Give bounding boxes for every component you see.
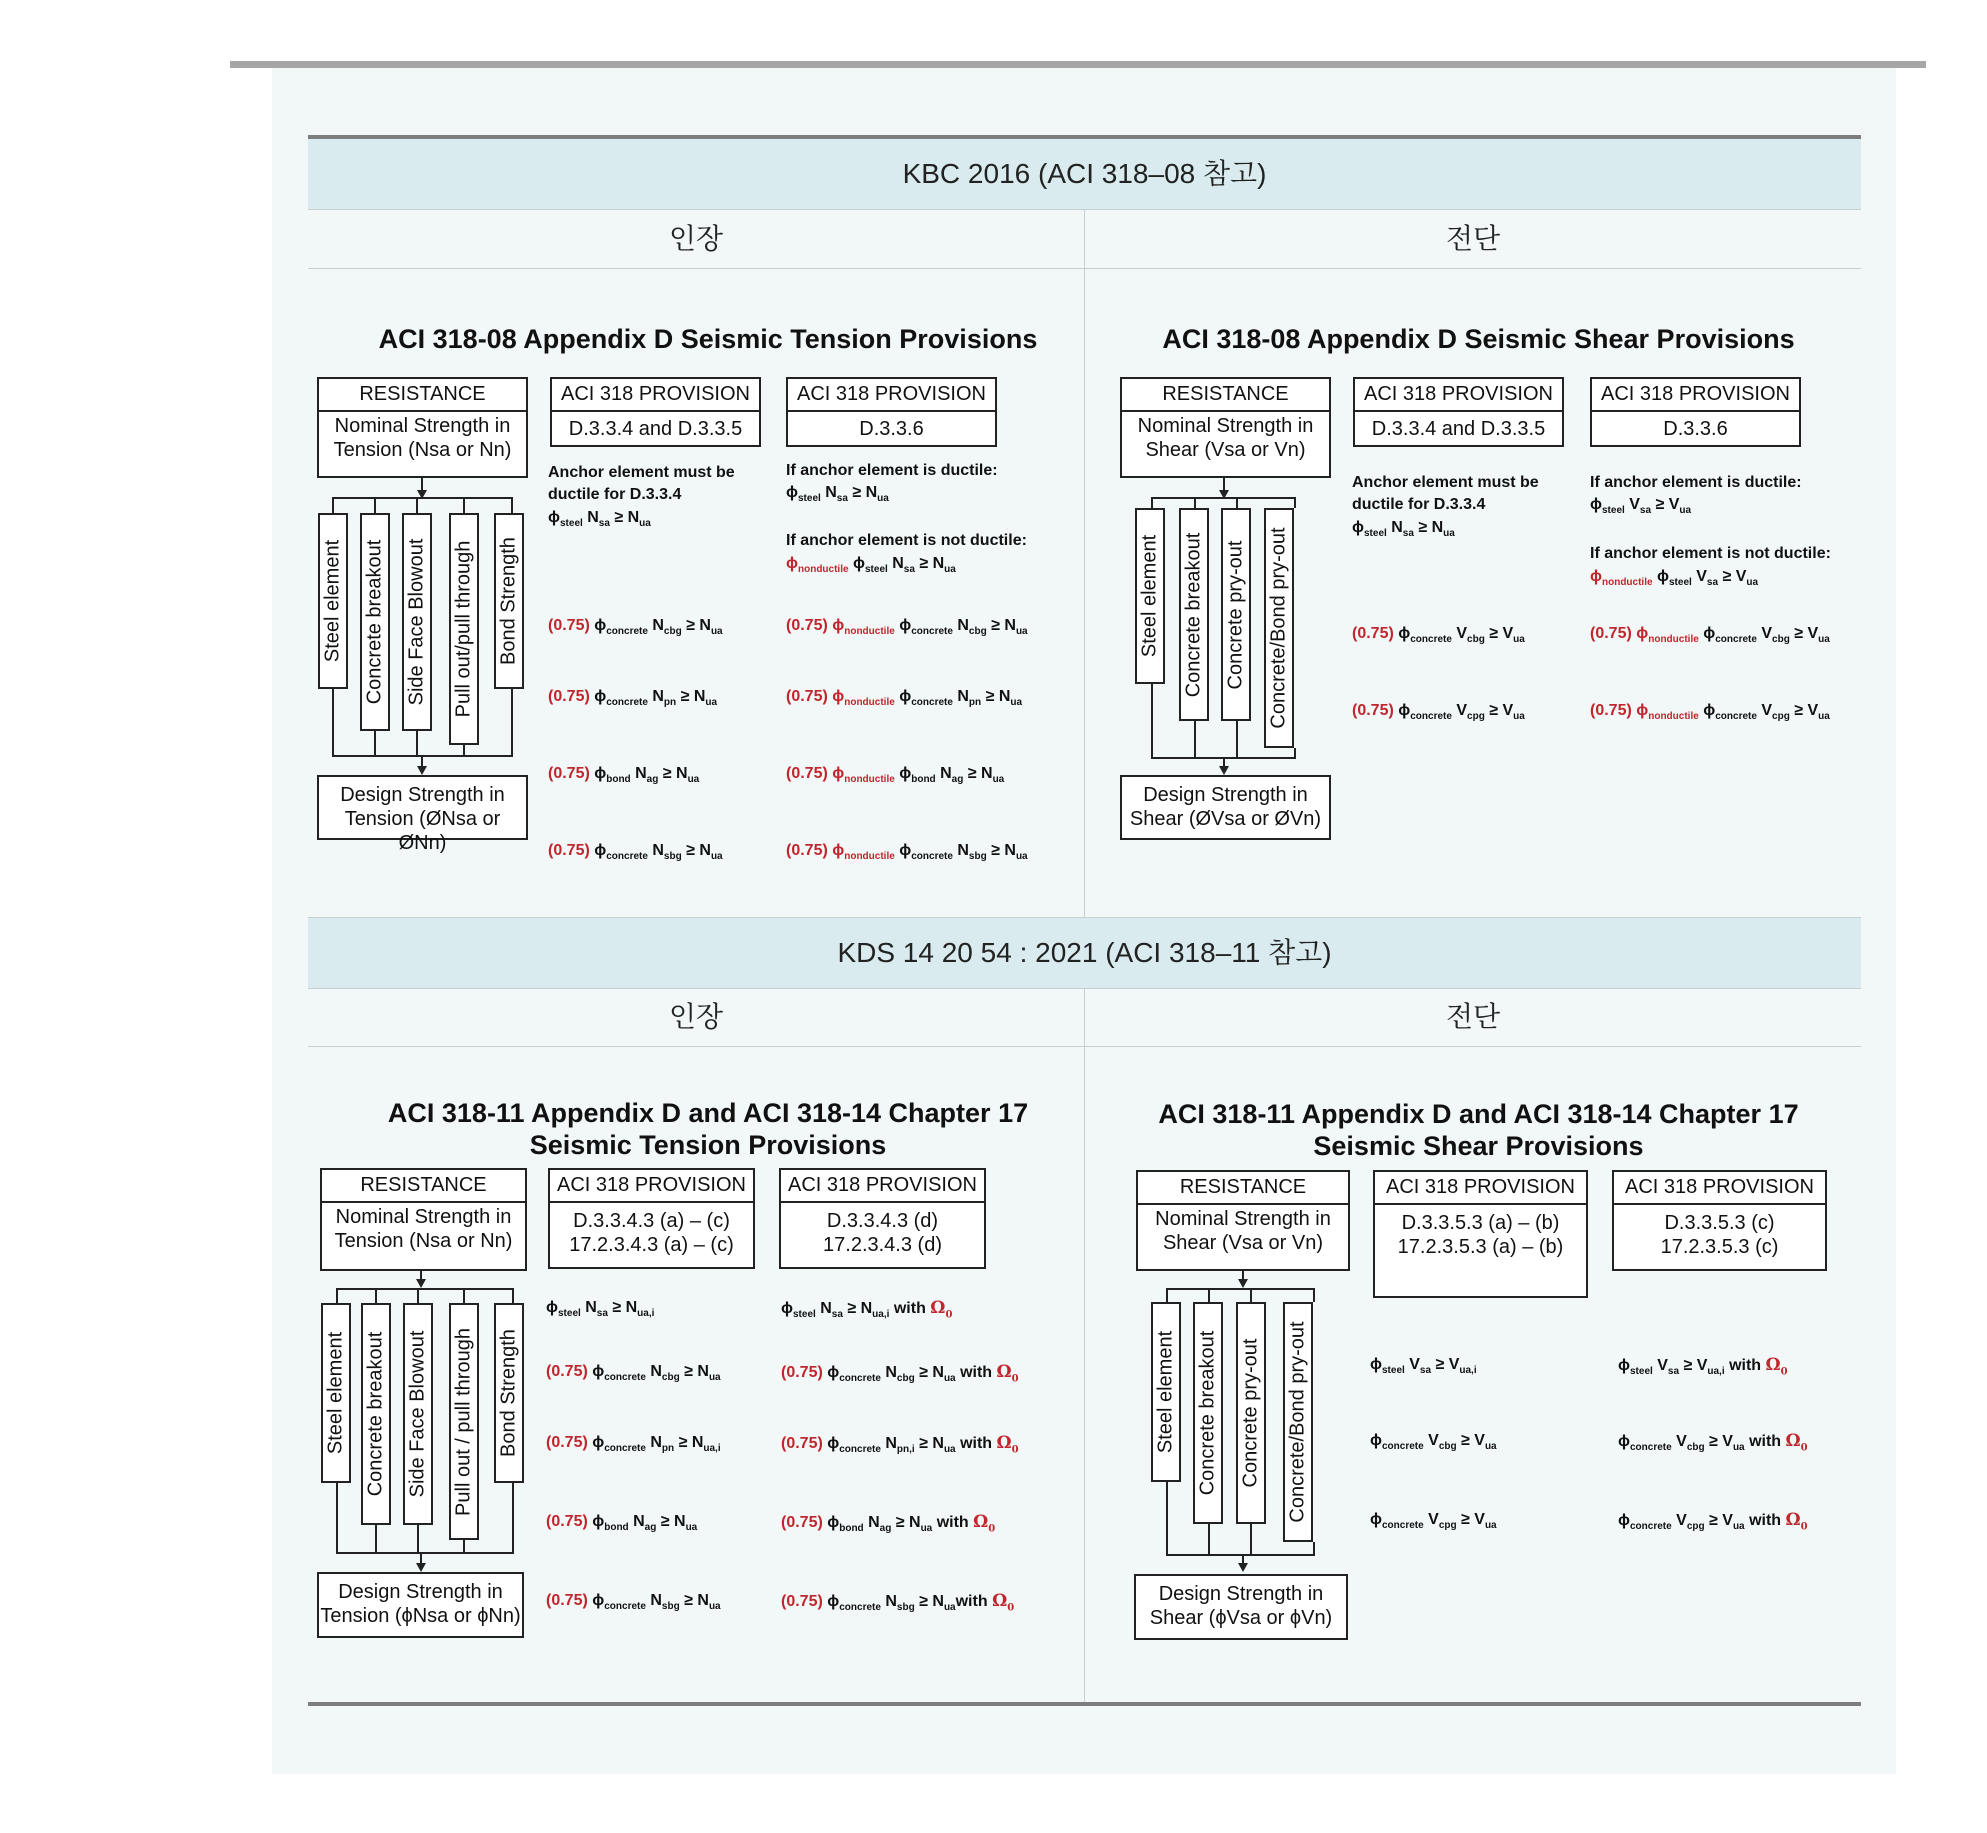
pillar-steel-element [318,513,348,689]
connector [511,689,513,755]
title-line1: ACI 318-11 Appendix D and ACI 318-14 Chapter 17 [387,1098,1029,1128]
connector [1151,684,1153,757]
provision-head: ACI 318 PROVISION [788,379,995,412]
connector [463,1288,465,1303]
connector [1250,1524,1252,1554]
factor: (0.75) [1352,625,1394,642]
formula: (0.75) $\phi_{nonductile}$ $\phi_{concrete}$ $V_{cbg} \ge V_{ua}$ [1590,625,1830,646]
connector [417,1525,419,1552]
provision-head: ACI 318 PROVISION [1592,379,1799,412]
formula: (0.75) $\phi_{concrete}$ $N_{sbg}$ ≥ $N_{ua}with$ $\Omega_0$ [781,1591,1015,1614]
provision-body: D.3.3.6 [859,418,924,440]
connector [512,1483,514,1552]
pillar-concrete-bond-pry-out [1264,508,1294,748]
factor: (0.75) [546,1363,588,1380]
pillar-steel-element [1135,508,1165,684]
pillar-bond-strength [494,1303,524,1483]
provision-head: ACI 318 PROVISION [781,1170,984,1203]
arrow-icon [1219,766,1229,775]
arrow-icon [417,766,427,775]
formula: $\phi_{steel}$ $N_{sa} \ge N_{ua}$ [1352,519,1455,540]
formula: (0.75) $\phi_{nonductile}$ $\phi_{concrete}$ $N_{cbg} \ge N_{ua}$ [786,617,1028,638]
formula: $\phi_{steel}$ $N_{sa} \ge N_{ua}$ [786,484,889,505]
pillar-label: Concrete/Bond pry-out [1286,1321,1309,1523]
design-strength-line2: Shear (ϕVsa or ϕVn) [1149,1607,1333,1629]
pillar-label: Concrete breakout [363,539,386,705]
connector [1236,721,1238,757]
formula: (0.75) $\phi_{concrete}$ $N_{sbg} \ge N_{ua}$ [546,1592,721,1613]
with-word: with [936,1514,969,1531]
factor: (0.75) [781,1364,823,1381]
formula: (0.75) $\phi_{nonductile}$ $\phi_{concrete}$ $N_{pn} \ge N_{ua}$ [786,688,1023,709]
kbc-shear-provision-1 [1353,377,1564,447]
kds-col-tension: 인장 [308,988,1084,1047]
connector [463,745,465,755]
provision-line1: D.3.3.5.3 (c) [1664,1212,1775,1234]
arrow-icon [416,1279,426,1288]
connector [1166,1288,1168,1302]
formula: (0.75) $\phi_{concrete}$ $V_{cbg} \ge V_{ua}$ [1352,625,1525,646]
provision-body: D.3.3.4 and D.3.3.5 [568,418,743,440]
pillar-concrete-breakout [1193,1302,1223,1524]
nominal-strength-line2: Shear (Vsa or Vn) [1162,1232,1324,1254]
connector [1208,1524,1210,1554]
factor: (0.75) [786,688,828,705]
connector [336,1552,514,1554]
pillar-side-face-blowout [402,513,432,731]
formula: (0.75) $\phi_{nonductile}$ $\phi_{concrete}$ $V_{cpg} \ge V_{ua}$ [1590,702,1830,723]
provision-head: ACI 318 PROVISION [1355,379,1562,412]
with-word: with [960,1364,993,1381]
pillar-concrete-pry-out [1221,508,1251,721]
formula: (0.75) $\phi_{concrete}$ $V_{cpg} \ge V_{ua}$ [1352,702,1525,723]
connector [416,731,418,755]
pillar-pull-out [449,1303,479,1540]
ductile-note: If anchor element is ductile: [1590,474,1802,491]
provision-line1: D.3.3.4.3 (a) – (c) [573,1210,730,1232]
provision-line2: 17.2.3.4.3 (a) – (c) [569,1234,734,1256]
pillar-concrete-breakout [360,513,390,731]
connector [1294,748,1296,757]
provision-line2: 17.2.3.5.3 (a) – (b) [1397,1236,1564,1258]
pillar-label: Steel element [1154,1330,1177,1454]
factor: (0.75) [781,1593,823,1610]
kbc-header: KBC 2016 (ACI 318–08 참고) [308,139,1861,210]
connector [1194,497,1196,508]
pillar-label: Steel element [324,1331,347,1455]
kds-col-shear: 전단 [1085,988,1861,1047]
connector [375,1525,377,1552]
connector [511,497,513,513]
connector [512,1288,514,1303]
pillar-side-face-blowout [403,1303,433,1525]
factor: (0.75) [548,842,590,859]
pillar-label: Concrete breakout [364,1331,387,1497]
design-strength-line1: Design Strength in [340,784,505,806]
title-line2: Seismic Shear Provisions [1313,1131,1644,1161]
provision-head: ACI 318 PROVISION [1375,1172,1586,1205]
formula: (0.75) $\phi_{concrete}$ $N_{pn,i} \ge N_{ua}$ with $\Omega_0$ [781,1433,1019,1456]
nominal-strength-line2: Tension (Nsa or Nn) [333,439,512,461]
kbc-tension-provision-2 [786,377,997,447]
kds-tension-resistance-box [320,1168,527,1271]
formula: (0.75) $\phi_{concrete}$ $N_{cbg} \ge N_{ua}$ [546,1363,721,1384]
kds-header: KDS 14 20 54 : 2021 (ACI 318–11 참고) [308,917,1861,989]
kbc-tension-resistance-box [317,377,528,478]
resistance-label: RESISTANCE [322,1170,525,1203]
pillar-label: Concrete breakout [1196,1330,1219,1496]
non-ductile-note: If anchor element is not ductile: [786,532,1027,549]
with-word: with [1749,1512,1782,1529]
factor: (0.75) [546,1434,588,1451]
kbc-tension-design-box [317,775,528,854]
formula: (0.75) $\phi_{concrete}$ $N_{sbg} \ge N_{ua}$ [548,842,723,863]
kbc-tension-title: ACI 318-08 Appendix D Seismic Tension Provisions [378,324,1038,354]
nominal-strength-line1: Nominal Strength in [334,415,511,437]
connector [336,1288,338,1303]
pillar-concrete-bond-pry-out [1283,1302,1313,1542]
formula: $\phi_{nonductile}$ $\phi_{steel}$ $N_{sa} \ge N_{ua}$ [786,555,956,576]
nominal-strength-line1: Nominal Strength in [335,1206,512,1228]
kbc-shear-resistance-box [1120,377,1331,478]
connector [375,1288,377,1303]
formula: $\phi_{steel}$ $V_{sa} \ge V_{ua,i}$ [1370,1356,1477,1377]
formula: (0.75) $\phi_{bond}$ $N_{ag} \ge N_{ua}$ [546,1513,698,1534]
formula: (0.75) $\phi_{concrete}$ $N_{pn} \ge N_{ua}$ [548,688,718,709]
connector [416,497,418,513]
formula: $\phi_{concrete}$ $V_{cbg} \ge V_{ua}$ [1370,1432,1497,1453]
kds-shear-design-box [1134,1574,1348,1640]
pillar-label: Steel element [321,539,344,663]
nominal-strength-line2: Shear (Vsa or Vn) [1145,439,1306,461]
formula: $\phi_{steel}$ $N_{sa} \ge N_{ua}$ [548,509,651,530]
ductile-note: Anchor element must be ductile for D.3.3.4 [548,464,735,503]
formula: (0.75) $\phi_{concrete}$ $N_{cbg} \ge N_{ua}$ with $\Omega_0$ [781,1362,1019,1385]
kds-shear-title [1116,1098,1841,1162]
connector [463,497,465,513]
kbc-shear-title: ACI 318-08 Appendix D Seismic Shear Provisions [1162,324,1795,354]
pillar-label: Pull out / pull through [452,1327,475,1516]
kbc-col-tension: 인장 [308,210,1084,269]
provision-head: ACI 318 PROVISION [552,379,759,412]
provisions-table [308,135,1861,1706]
connector [463,1540,465,1552]
connector [332,497,513,499]
connector [1166,1554,1315,1556]
provision-body: D.3.3.6 [1663,418,1728,440]
non-ductile-note: If anchor element is not ductile: [1590,545,1831,562]
provision-body: D.3.3.4 and D.3.3.5 [1371,418,1546,440]
resistance-label: RESISTANCE [319,379,526,412]
connector [1208,1288,1210,1302]
provision-line2: 17.2.3.4.3 (d) [823,1234,942,1256]
connector [417,1288,419,1303]
pillar-steel-element [1151,1302,1181,1482]
with-word: with [1729,1357,1762,1374]
formula: $\phi_{steel}$ $N_{sa} \ge N_{ua,i}$ [546,1299,655,1320]
connector [1294,497,1296,508]
provision-line2: 17.2.3.5.3 (c) [1660,1236,1779,1258]
kds-shear-resistance-box [1136,1170,1350,1271]
formula: (0.75) $\phi_{concrete}$ $N_{cbg} \ge N_{ua}$ [548,617,723,638]
ductile-note: Anchor element must be ductile for D.3.3.4 [1352,474,1539,513]
nominal-strength-line1: Nominal Strength in [1137,415,1314,437]
connector [1151,497,1296,499]
factor: (0.75) [786,842,828,859]
pillar-pull-out [449,513,479,745]
kbc-column-divider [1084,210,1085,917]
formula: $\phi_{concrete}$ $V_{cpg} \ge V_{ua}$ with $\Omega_0$ [1618,1510,1808,1533]
kbc-shear-provision-2 [1590,377,1801,447]
design-strength-line2: Shear (ØVsa or ØVn) [1129,808,1322,830]
kds-shear-provision-1 [1373,1170,1588,1298]
factor: (0.75) [781,1435,823,1452]
provision-line1: D.3.3.5.3 (a) – (b) [1401,1212,1560,1234]
connector [1194,721,1196,757]
design-strength-line2: Tension (ϕNsa or ϕNn) [320,1605,521,1627]
factor: (0.75) [786,617,828,634]
formula: (0.75) $\phi_{concrete}$ $N_{pn} \ge N_{ua,i}$ [546,1434,721,1455]
provision-head: ACI 318 PROVISION [1614,1172,1825,1205]
formula: $\phi_{steel}$ $N_{sa} \ge N_{ua,i}$ with $\Omega_0$ [781,1298,953,1321]
nominal-strength-line1: Nominal Strength in [1155,1208,1331,1230]
pillar-steel-element [321,1303,351,1483]
title-line1: ACI 318-11 Appendix D and ACI 318-14 Chapter 17 [1158,1099,1799,1129]
formula: $\phi_{concrete}$ $V_{cbg} \ge V_{ua}$ with $\Omega_0$ [1618,1431,1808,1454]
formula: (0.75) $\phi_{bond}$ $N_{ag} \ge N_{ua}$ [548,765,700,786]
kds-tension-design-box [317,1572,524,1638]
with-word: with [1749,1433,1782,1450]
formula: $\phi_{nonductile}$ $\phi_{steel}$ $V_{sa} \ge V_{ua}$ [1590,568,1759,589]
title-line2: Seismic Tension Provisions [529,1130,887,1160]
connector [374,497,376,513]
resistance-label: RESISTANCE [1138,1172,1348,1205]
kbc-tension-provision-1 [550,377,761,447]
kds-shear-provision-2 [1612,1170,1827,1271]
connector [1313,1542,1315,1554]
kbc-col-shear: 전단 [1085,210,1861,269]
connector [1166,1482,1168,1554]
arrow-icon [1238,1563,1248,1572]
provision-line1: D.3.3.4.3 (d) [826,1210,939,1232]
design-strength-line2: Tension (ØNsa or ØNn) [344,808,501,854]
formula: (0.75) $\phi_{bond}$ $N_{ag} \ge N_{ua}$ with $\Omega_0$ [781,1512,996,1535]
connector [1313,1288,1315,1302]
with-word: with [955,1593,988,1610]
connector [336,1288,514,1290]
top-rule [230,61,1926,68]
factor: (0.75) [546,1513,588,1530]
arrow-icon [416,1563,426,1572]
factor: (0.75) [786,765,828,782]
connector [1166,1288,1315,1290]
design-strength-line1: Design Strength in [1158,1583,1324,1605]
design-strength-line1: Design Strength in [338,1581,503,1603]
connector [374,731,376,755]
with-word: with [893,1300,926,1317]
connector [336,1483,338,1552]
design-strength-line1: Design Strength in [1143,784,1308,806]
pillar-label: Side Face Blowout [406,1330,429,1498]
formula: $\phi_{concrete}$ $V_{cpg} \ge V_{ua}$ [1370,1511,1497,1532]
pillar-label: Pull out/pull through [452,540,475,718]
pillar-label: Concrete breakout [1182,532,1205,697]
kds-tension-provision-1 [548,1168,755,1269]
factor: (0.75) [546,1592,588,1609]
pillar-label: Concrete pry-out [1239,1338,1262,1488]
formula: (0.75) $\phi_{nonductile}$ $\phi_{bond}$ $N_{ag} \ge N_{ua}$ [786,765,1005,786]
pillar-concrete-pry-out [1236,1302,1266,1524]
nominal-strength-line2: Tension (Nsa or Nn) [334,1230,513,1252]
pillar-concrete-breakout [361,1303,391,1525]
formula: $\phi_{steel}$ $V_{sa} \ge V_{ua,i}$ with $\Omega_0$ [1618,1355,1788,1378]
pillar-label: Bond Strength [497,537,520,665]
ductile-note: If anchor element is ductile: [786,462,998,479]
pillar-label: Bond Strength [497,1329,520,1457]
formula: $\phi_{steel}$ $V_{sa} \ge V_{ua}$ [1590,496,1692,517]
pillar-concrete-breakout [1179,508,1209,721]
factor: (0.75) [1590,625,1632,642]
factor: (0.75) [548,688,590,705]
connector [332,497,334,513]
connector [1236,497,1238,508]
pillar-label: Concrete pry-out [1224,540,1247,689]
connector [1151,497,1153,508]
connector [1250,1288,1252,1302]
with-word: with [960,1435,993,1452]
pillar-label: Steel element [1138,534,1161,658]
formula: (0.75) $\phi_{nonductile}$ $\phi_{concrete}$ $N_{sbg} \ge N_{ua}$ [786,842,1028,863]
table-bottom-rule [308,1702,1861,1706]
connector [332,689,334,755]
factor: (0.75) [1352,702,1394,719]
pillar-label: Side Face Blowout [405,538,428,706]
pillar-bond-strength [494,513,524,689]
factor: (0.75) [1590,702,1632,719]
resistance-label: RESISTANCE [1122,379,1329,412]
factor: (0.75) [548,765,590,782]
arrow-icon [1238,1279,1248,1288]
kds-column-divider [1084,988,1085,1702]
factor: (0.75) [548,617,590,634]
provision-head: ACI 318 PROVISION [550,1170,753,1203]
kds-tension-provision-2 [779,1168,986,1269]
factor: (0.75) [781,1514,823,1531]
kds-tension-title [348,1097,1068,1161]
pillar-label: Concrete/Bond pry-out [1267,527,1290,729]
kbc-shear-design-box [1120,775,1331,840]
